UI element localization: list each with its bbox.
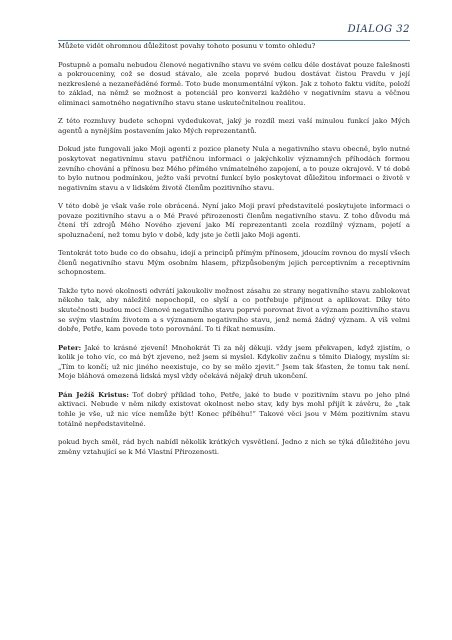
paragraph-text: pokud bych směl, rád bych nabídl několik krátkých vysvětlení. Jedno z nich se týká důležitého jevu změny vztahující se k Mé Vlastní Přirozenosti.: [58, 437, 410, 456]
paragraph: [58, 249, 410, 278]
paragraph-text: Tentokrát toto bude co do obsahu, idejí a principů přímým přínosem, jdoucím rovnou do myslí všech členů negativního stavu Mým osobním hlasem, přizpůsobeným jejich perceptivním a receptivním schopnostem.: [58, 249, 410, 277]
paragraph: [58, 61, 410, 109]
speaker-label: Pán Ježíš Kristus:: [58, 390, 129, 399]
dialog-paragraph-peter: [58, 344, 410, 382]
paragraph-text: Postupně a pomalu nebudou členové negativního stavu ve svém celku déle dostávat pouze falešnosti a pokrouceniny, což se dosud stávalo, ale zcela poprvé budou dostávat čistou Pravdu v její nezkreslené a nezaneřáděné formě. Toto bude monumentální výkon. Jak z tohoto faktu vidíte, položí to základ, na němž se možnost a potenciál pro konverzi každého v negativním stavu a věčnou eliminaci samotného negativního stavu stane uskutečnitelnou realitou.: [58, 60, 410, 107]
header-rule: [58, 40, 410, 41]
paragraph-text: V této době je však vaše role obrácená. Nyní jako Moji praví představitelé poskytujete informaci o povaze pozitivního stavu a o Mé Pravé přirozenosti členům negativního stavu. Z toho důvodu má čtení tří zdrojů Mého Nového zjevení jako Mí reprezentanti zcela rozdílný význam, pojetí a spoluznačení, než tomu bylo v době, kdy jste je četli jako Moji agenti.: [58, 202, 410, 239]
paragraph: [58, 117, 410, 136]
paragraph-text: Dokud jste fungovali jako Moji agenti z pozice planety Nula a negativního stavu obecně, bylo nutné poskytovat negativnímu stavu patřičnou informaci o jakýchkoliv významných příhodách formou zevního chování a přínosu bez Mého přímého vnímatelného zapojení, a to pouze okrajově. V té době to bylo nutnou podmínkou, ježto vaší prvotní funkcí bylo poskytovat důležitou informaci o životě v negativním stavu a v lidském životě členům pozitivního stavu.: [58, 145, 410, 192]
paragraph-text: Jaké to krásné zjevení! Mnohokrát Ti za něj děkuji. vždy jsem překvapen, když zjistím, o kolik je toho víc, co má být zjeveno, než jsem si myslel. Kdykoliv začnu s těmito Dialogy, myslím si: „Tím to končí; už nic jiného neexistuje, co by se mělo zjevit.“ Jsem tak šťasten, že tomu tak není. Moje bláhová omezená lidská mysl vždy očekává nějaký druh ukončení.: [58, 343, 410, 381]
paragraph-text: Z této rozmluvy budete schopni vydedukovat, jaký je rozdíl mezi vaší minulou funkcí jako Mých agentů a nynějším postavením jako Mých reprezentantů.: [58, 117, 410, 135]
paragraph: [58, 438, 410, 457]
paragraph-text: Můžete vidět ohromnou důležitost povahy tohoto posunu v tomto ohledu?: [58, 42, 316, 50]
paragraph-text: Toť dobrý příklad toho, Petře, jaké to bude v pozitivním stavu po jeho plné aktivaci. Nebude v něm nikdy existovat okolnost nebo stav, kdy bys mohl přijít k závěru, že „tak tohle je vše, už nic více nemůže být! Konec příběhu!“ Takové věci jsou v Mém pozitivním stavu totálně nepředstavitelné.: [58, 390, 410, 428]
running-header-title: DIALOG 32: [347, 24, 410, 35]
paragraph: [58, 42, 410, 52]
dialog-paragraph-lord: [58, 391, 410, 429]
paragraph: [58, 202, 410, 240]
paragraph-text: Takže tyto nové okolnosti odvrátí jakoukoliv možnost zásahu ze strany negativního stavu zablokovat někoho tak, aby náležitě nepochopil, co slyší a co potřebuje přijmout a aplikovat. Díky této skutečnosti budou moci členové negativního stavu poprvé porovnat život a význam pozitivního stavu se svým vlastním životem a s významem negativního stavu, jenž nemá žádný význam. A víš velmi dobře, Petře, kam povede toto porovnání. To ti říkat nemusím.: [58, 286, 410, 334]
page-body: [58, 42, 410, 466]
paragraph: [58, 145, 410, 193]
paragraph: [58, 287, 410, 335]
speaker-label: Peter:: [58, 343, 82, 352]
